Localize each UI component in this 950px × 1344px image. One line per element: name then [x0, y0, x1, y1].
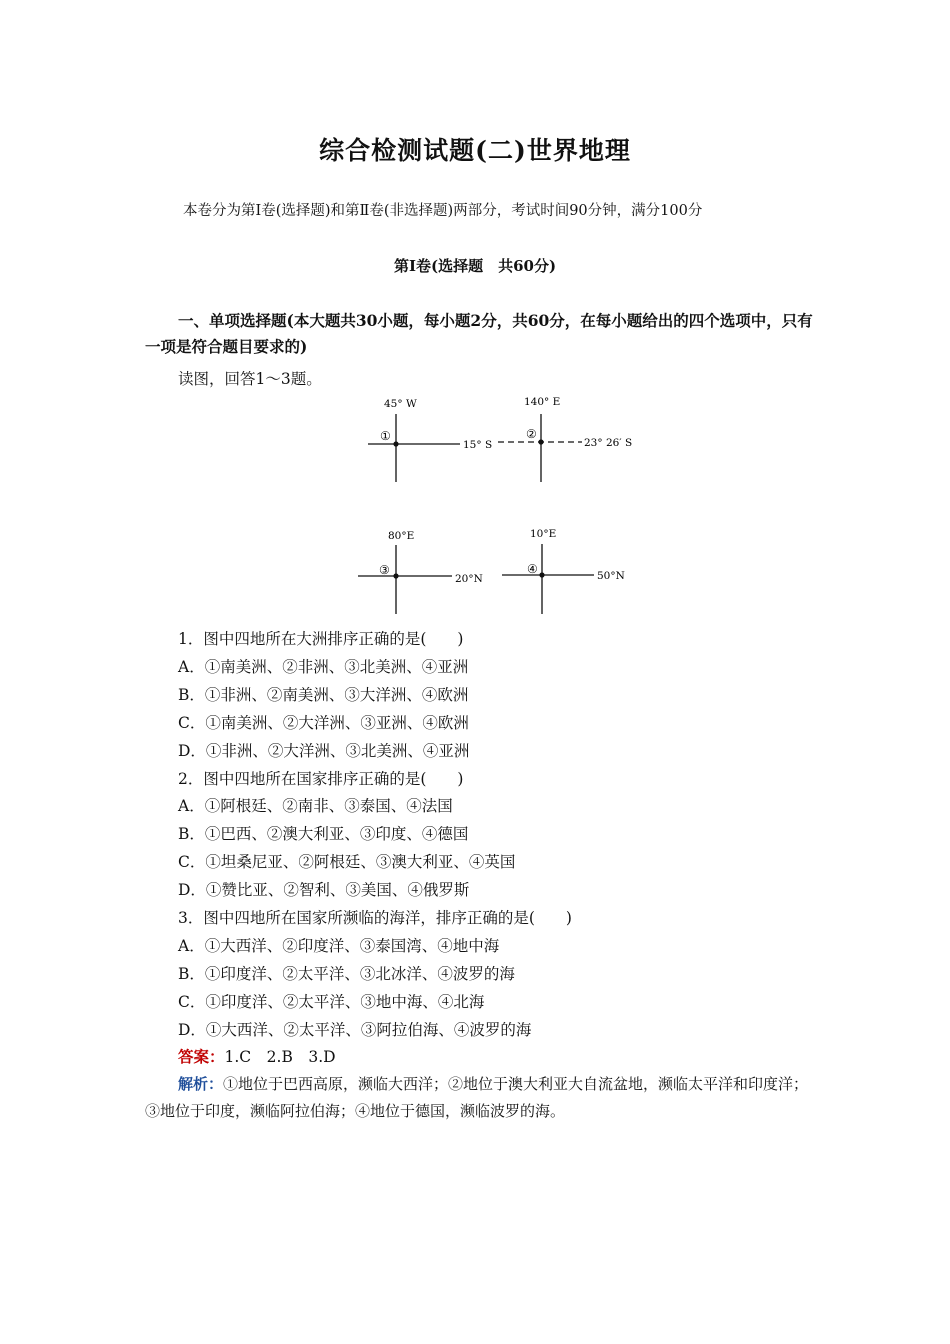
diagram-1	[368, 398, 492, 482]
question-1-option-b: B．①非洲、②南美洲、③大洋洲、④欧洲	[178, 686, 469, 704]
point-2-mark: ②	[526, 427, 537, 441]
explanation-label: 解析：	[178, 1075, 224, 1093]
answer-label: 答案：	[178, 1047, 225, 1066]
point-4-dot	[539, 572, 544, 577]
question-2-option-b: B．①巴西、②澳大利亚、③印度、④德国	[178, 825, 469, 843]
question-3-option-d: D．①大西洋、②太平洋、③阿拉伯海、④波罗的海	[178, 1021, 532, 1039]
read-prompt: 读图，回答1～3题。	[178, 370, 322, 388]
question-2-option-c: C．①坦桑尼亚、②阿根廷、③澳大利亚、④英国	[178, 853, 516, 871]
diagram-2	[498, 396, 632, 482]
part-heading: 第Ⅰ卷(选择题 共60分)	[393, 257, 557, 275]
question-2-stem: 2．图中四地所在国家排序正确的是( )	[178, 770, 464, 788]
point-3-dot	[393, 573, 398, 578]
answer-text: 1.C 2.B 3.D	[224, 1048, 336, 1066]
point-3-mark: ③	[379, 563, 390, 577]
question-3-option-a: A．①大西洋、②印度洋、③泰国湾、④地中海	[178, 937, 500, 955]
question-3-option-b: B．①印度洋、②太平洋、③北冰洋、④波罗的海	[178, 965, 515, 983]
diagram-2-lon-label: 140° E	[524, 396, 561, 408]
diagram-3-lat-label: 20°N	[455, 573, 483, 585]
diagram-3-lon-label: 80°E	[388, 530, 415, 542]
question-2-option-a: A．①阿根廷、②南非、③泰国、④法国	[178, 797, 453, 815]
question-1-option-c: C．①南美洲、②大洋洲、③亚洲、④欧洲	[178, 714, 469, 732]
coordinate-figure	[350, 392, 640, 620]
point-2-dot	[538, 439, 543, 444]
question-1-option-a: A．①南美洲、②非洲、③北美洲、④亚洲	[178, 658, 469, 676]
explanation-text: ①地位于巴西高原，濒临大西洋；②地位于澳大利亚大自流盆地，濒临太平洋和印度洋；③地位于印度，濒临阿拉伯海；④地位于德国，濒临波罗的海。	[145, 1075, 809, 1120]
diagram-3	[358, 530, 483, 614]
point-1-dot	[393, 441, 398, 446]
diagram-2-lat-label: 23° 26′ S	[584, 437, 633, 449]
diagram-1-lat-label: 15° S	[463, 439, 493, 451]
explanation	[145, 1071, 810, 1125]
question-2-option-d: D．①赞比亚、②智利、③美国、④俄罗斯	[178, 881, 470, 899]
diagram-4-lat-label: 50°N	[597, 570, 625, 582]
question-3-option-c: C．①印度洋、②太平洋、③地中海、④北海	[178, 993, 485, 1011]
point-4-mark: ④	[527, 562, 538, 576]
answer-line	[178, 1045, 336, 1067]
diagram-4-lon-label: 10°E	[530, 528, 557, 540]
diagram-1-lon-label: 45° W	[384, 398, 417, 410]
section-heading: 一、单项选择题(本大题共30小题，每小题2分，共60分，在每小题给出的四个选项中，只有一项是符合题目要求的)	[145, 311, 813, 356]
exam-intro: 本卷分为第Ⅰ卷(选择题)和第Ⅱ卷(非选择题)两部分，考试时间90分钟，满分100分	[183, 203, 703, 219]
question-1-option-d: D．①非洲、②大洋洲、③北美洲、④亚洲	[178, 742, 470, 760]
point-1-mark: ①	[380, 429, 391, 443]
page-title: 综合检测试题(二)世界地理	[319, 136, 631, 165]
question-1-stem: 1．图中四地所在大洲排序正确的是( )	[178, 630, 464, 648]
diagram-4	[502, 528, 625, 614]
question-3-stem: 3．图中四地所在国家所濒临的海洋，排序正确的是( )	[178, 909, 572, 927]
